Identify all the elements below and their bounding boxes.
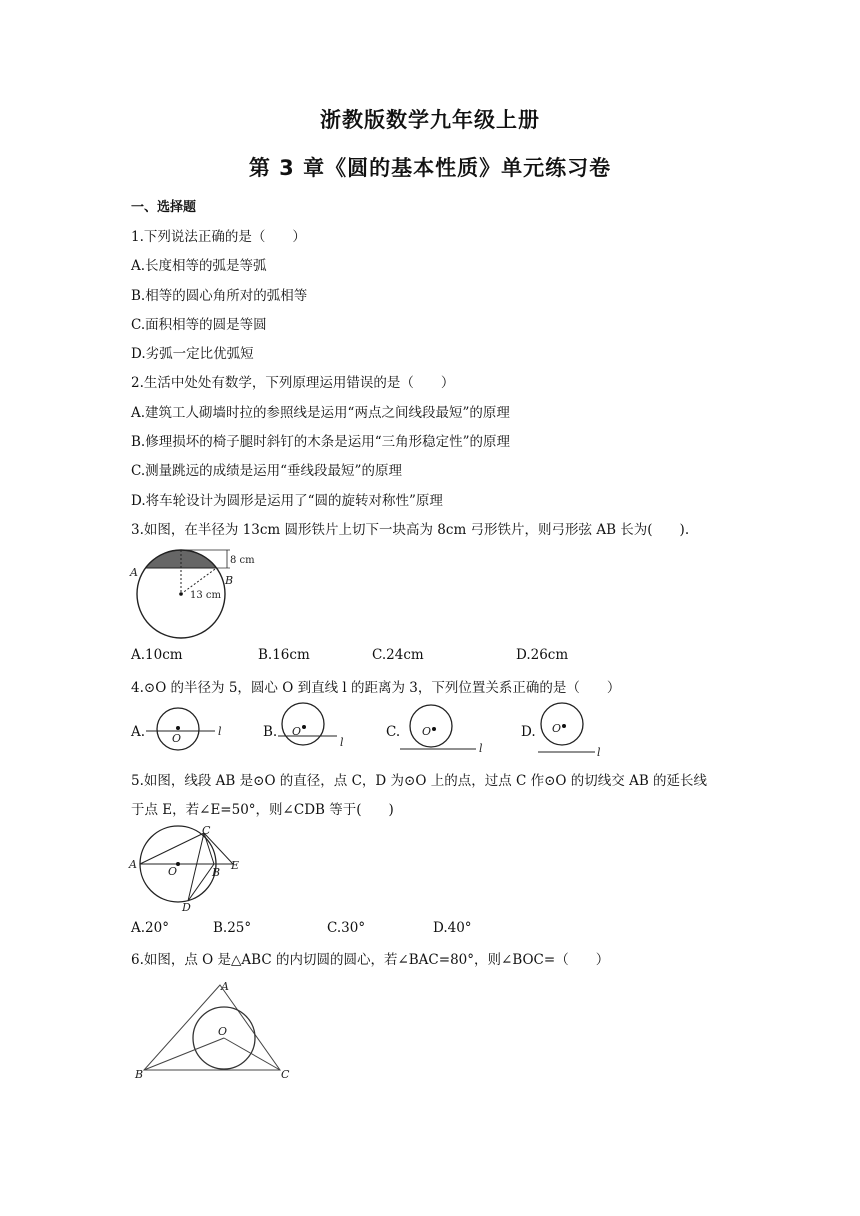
q4-option-b-label: B. [263,724,278,740]
q4-option-d-label: D. [521,724,536,740]
q5-label-o: O [168,865,178,878]
q5-figure-tangent [128,824,258,916]
center-dot [179,592,183,596]
q5-option-b: B.25° [213,920,252,936]
q6-figure-incircle [132,976,292,1084]
q5-label-b: B [212,866,221,879]
q4c-line-label: l [479,742,483,755]
q4-option-c-label: C. [386,724,401,740]
label-height: 8 cm [230,555,255,566]
q4-option-a-label: A. [131,724,146,740]
q3-stem: 3.如图，在半径为 13cm 圆形铁片上切下一块高为 8cm 弓形铁片，则弓形弦 AB 长为( ). [131,522,690,538]
q5-label-e: E [231,859,240,872]
q4d-line-label: l [597,746,601,759]
q4-option-b-figure [275,702,365,752]
q2-option-b: B.修理损坏的椅子腿时斜钉的木条是运用“三角形稳定性”的原理 [131,434,511,450]
q5-label-d: D [182,901,191,914]
q5-label-a: A [129,858,137,871]
q4a-line-label: l [218,725,222,738]
q3-option-a: A.10cm [131,647,183,663]
label-radius: 13 cm [190,590,221,601]
q6-label-c: C [281,1068,290,1081]
doc-title-line2: 第 3 章《圆的基本性质》单元练习卷 [248,156,612,180]
q5-option-d: D.40° [433,920,472,936]
q4b-center-label: O [292,725,302,738]
q6-stem: 6.如图，点 O 是△ABC 的内切圆的圆心，若∠BAC=80°，则∠BOC=（ ） [131,952,610,968]
q2-stem: 2.生活中处处有数学，下列原理运用错误的是（ ） [131,375,455,391]
q5-stem-line1: 5.如图，线段 AB 是⊙O 的直径，点 C，D 为⊙O 上的点，过点 C 作⊙O 的切线交 AB 的延长线 [131,773,708,789]
q4-stem: 4.⊙O 的半径为 5，圆心 O 到直线 l 的距离为 3，下列位置关系正确的是（ ） [131,680,621,696]
q5-stem-line2: 于点 E，若∠E=50°，则∠CDB 等于( ) [131,802,394,818]
q5-option-c: C.30° [327,920,366,936]
label-a: A [130,566,138,579]
q1-option-b: B.相等的圆心角所对的弧相等 [131,288,308,304]
q4-option-a-figure [143,706,233,756]
q3-option-b: B.16cm [258,647,310,663]
q4b-line-label: l [340,736,344,749]
q4c-center-label: O [422,725,432,738]
q6-label-b: B [135,1068,144,1081]
q6-label-a: A [221,980,229,993]
q5-option-a: A.20° [131,920,169,936]
q3-option-d: D.26cm [516,647,569,663]
q4d-center-label: O [552,722,562,735]
q1-option-d: D.劣弧一定比优弧短 [131,346,254,362]
section-heading-choice: 一、选择题 [131,200,197,215]
q2-option-a: A.建筑工人砌墙时拉的参照线是运用“两点之间线段最短”的原理 [131,405,510,421]
q1-stem: 1.下列说法正确的是（ ） [131,229,306,245]
doc-title-line1: 浙教版数学九年级上册 [320,108,540,132]
q4-option-c-figure [398,702,493,754]
q1-option-c: C.面积相等的圆是等圆 [131,317,267,333]
q5-label-c: C [202,824,211,837]
label-b: B [225,574,234,587]
q1-option-a: A.长度相等的弧是等弧 [131,258,267,274]
q4-option-d-figure [535,700,630,760]
q3-option-c: C.24cm [372,647,424,663]
q2-option-d: D.将车轮设计为圆形是运用了“圆的旋转对称性”原理 [131,493,443,509]
q4a-center-label: O [172,732,182,745]
q6-label-o: O [218,1025,228,1038]
q3-figure-circle-segment [128,544,268,644]
q2-option-c: C.测量跳远的成绩是运用“垂线段最短”的原理 [131,463,402,479]
